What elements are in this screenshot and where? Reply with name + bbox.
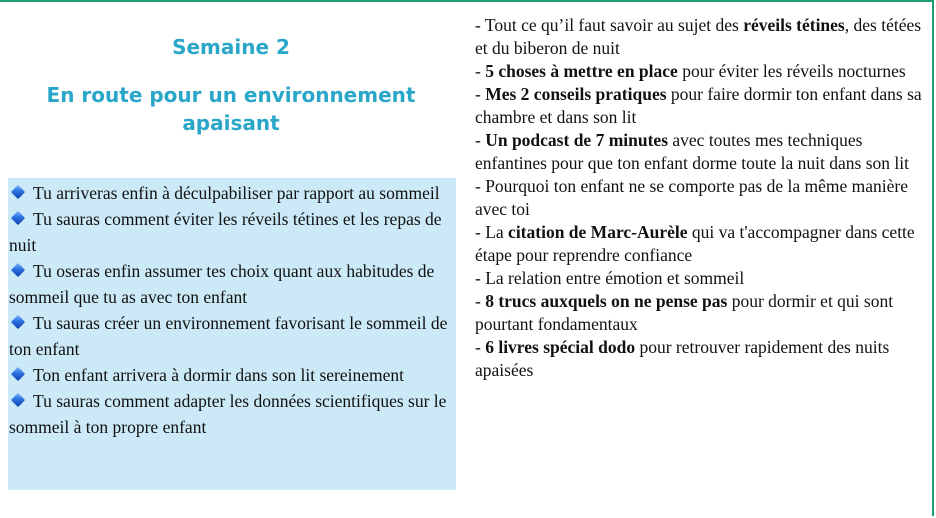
- week-header: [0, 34, 462, 137]
- content-suffix: , des tétées et du biberon de nuit: [475, 15, 922, 58]
- content-prefix: -: [475, 84, 486, 104]
- blue-diamond-icon: [11, 211, 25, 225]
- content-highlight: 8 trucs auxquels on ne pense pas: [485, 291, 728, 311]
- benefit-text: Tu oseras enfin assumer tes choix quant aux habitudes de sommeil que tu as avec ton enfant: [9, 261, 435, 307]
- benefit-item: [9, 362, 456, 388]
- blue-diamond-icon: [11, 263, 25, 277]
- blue-diamond-icon: [11, 185, 25, 199]
- content-suffix: pour faire dormir ton enfant dans sa chambre et dans son lit: [475, 84, 922, 127]
- content-suffix: pour éviter les réveils nocturnes: [677, 61, 906, 81]
- content-prefix: -: [475, 337, 486, 357]
- content-item: [475, 129, 925, 175]
- content-item: [475, 336, 925, 382]
- content-suffix: qui va t'accompagner dans cette étape pour reprendre confiance: [475, 222, 915, 265]
- content-item: [475, 60, 925, 83]
- content-highlight: réveils tétines: [743, 15, 845, 35]
- content-item: [475, 267, 925, 290]
- content-highlight: 6 livres spécial dodo: [485, 337, 636, 357]
- content-highlight: Un podcast de 7 minutes: [485, 130, 669, 150]
- content-item: [475, 221, 925, 267]
- benefit-item: [9, 388, 456, 440]
- content-suffix: pour dormir et qui sont pourtant fondamentaux: [475, 291, 894, 334]
- content-suffix: pour retrouver rapidement des nuits apaisées: [475, 337, 890, 380]
- benefit-item: [9, 206, 456, 258]
- benefit-text: Tu sauras comment éviter les réveils tétines et les repas de nuit: [9, 209, 442, 255]
- benefit-item: [9, 180, 456, 206]
- content-item: [475, 175, 925, 221]
- week-subtitle: En route pour un environnement apaisant: [46, 83, 416, 135]
- blue-diamond-icon: [11, 315, 25, 329]
- content-prefix: - La relation entre émotion et sommeil: [475, 268, 745, 288]
- content-prefix: - La: [475, 222, 509, 242]
- benefit-item: [9, 258, 456, 310]
- benefit-text: Ton enfant arrivera à dormir dans son lit sereinement: [33, 365, 405, 385]
- content-prefix: -: [475, 291, 486, 311]
- benefit-text: Tu arriveras enfin à déculpabiliser par rapport au sommeil: [33, 183, 440, 203]
- benefit-text: Tu sauras créer un environnement favorisant le sommeil de ton enfant: [9, 313, 448, 359]
- content-highlight: 5 choses à mettre en place: [485, 61, 678, 81]
- content-prefix: -: [475, 130, 486, 150]
- content-highlight: citation de Marc-Aurèle: [508, 222, 688, 242]
- content-item: [475, 14, 925, 60]
- content-item: [475, 83, 925, 129]
- benefits-box: [8, 178, 456, 490]
- content-prefix: - Tout ce qu’il faut savoir au sujet des: [475, 15, 744, 35]
- contents-list: [475, 14, 925, 382]
- benefit-item: [9, 310, 456, 362]
- content-item: [475, 290, 925, 336]
- blue-diamond-icon: [11, 367, 25, 381]
- content-suffix: avec toutes mes techniques enfantines pour que ton enfant dorme toute la nuit dans son lit: [475, 130, 909, 173]
- benefit-text: Tu sauras comment adapter les données scientifiques sur le sommeil à ton propre enfant: [9, 391, 447, 437]
- content-prefix: - Pourquoi ton enfant ne se comporte pas de la même manière avec toi: [475, 176, 908, 219]
- blue-diamond-icon: [11, 393, 25, 407]
- content-prefix: -: [475, 61, 486, 81]
- content-highlight: Mes 2 conseils pratiques: [485, 84, 667, 104]
- week-title: Semaine 2: [172, 35, 290, 59]
